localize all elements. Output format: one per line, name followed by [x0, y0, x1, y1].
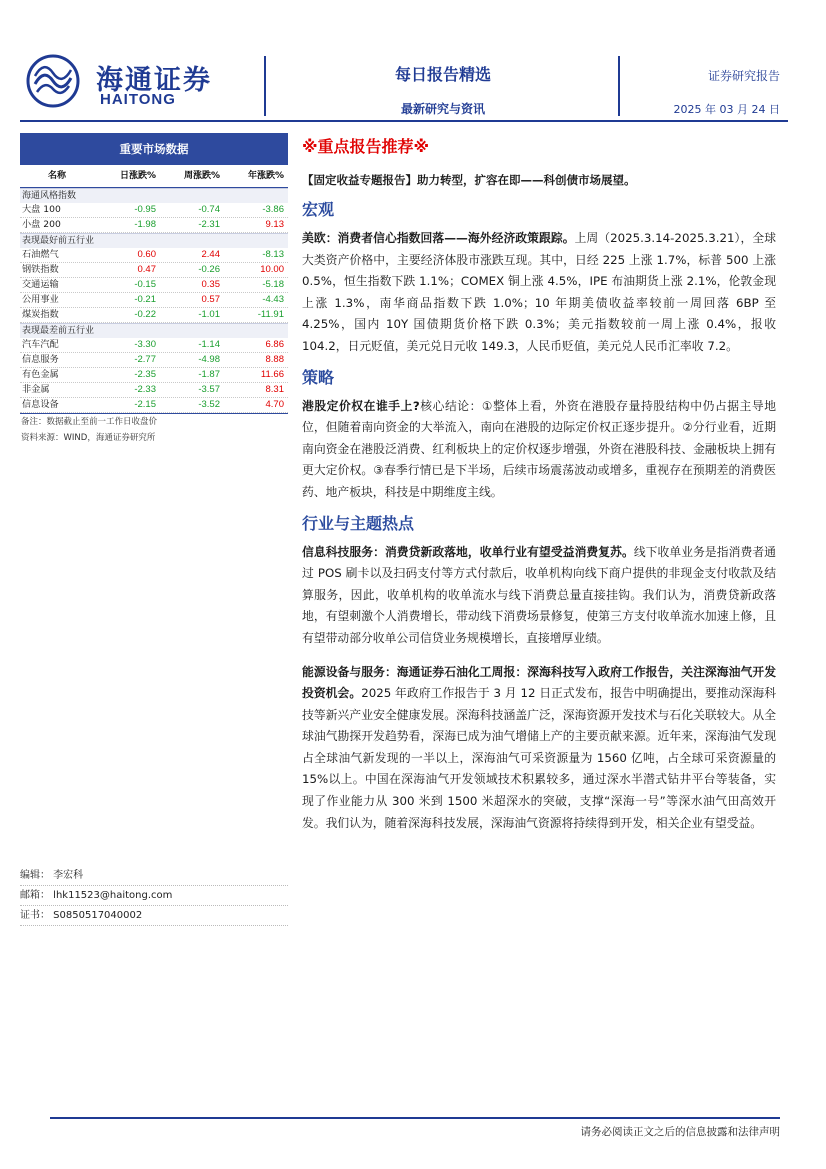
market-row-name: 公用事业: [22, 294, 59, 305]
market-row-year: -4.43: [262, 294, 284, 305]
energy-heading: 能源设备与服务：海通证券石油化工周报：深海科技写入政府工作报告，关注深海油气开发投资机会。: [302, 664, 776, 701]
market-row: [20, 278, 288, 293]
market-row-week: 0.57: [201, 294, 220, 305]
header-divider-left: [264, 56, 266, 116]
market-row-day: -0.15: [134, 279, 156, 290]
strategy-paragraph: [302, 396, 776, 504]
energy-paragraph: [302, 662, 776, 835]
logo-english-name: HAITONG: [100, 91, 176, 108]
it-services-text: 线下收单业务是指消费者通过 POS 刷卡以及扫码支付等方式付款后，收单机构向线下商户提供的非现金支付收款及结算服务，因此，收单机构的收单流水与线下消费总量直接挂钩。我们认为，消费贷新政落地，有望刺激个人消费增长，带动线下消费场景修复，使第三方支付收单流水加速上修，且有望带动部分收单公司信贷业务规模增长，直接增厚业绩。: [302, 544, 776, 645]
market-row-day: -0.95: [134, 204, 156, 215]
market-row: [20, 203, 288, 218]
strategy-text: 核心结论：①整体上看，外资在港股存量持股结构中仍占据主导地位，但随着南向资金的大举流入，南向在港股的边际定价权正逐步提升。②分行业看，近期南向资金在港股泛消费、红利板块上的定价权逐步增强，外资在港股科技、金融板块上拥有更大定价权。③春季行情已是下半场，后续市场震荡波动或增多，重视存在预期差的消费医药、地产板块，科技是中期维度主线。: [302, 398, 776, 499]
header-rule: [20, 120, 788, 122]
report-title: 每日报告精选: [394, 65, 491, 84]
market-row: [20, 368, 288, 383]
market-row-year: -3.86: [262, 204, 284, 215]
market-row-week: -3.57: [198, 384, 220, 395]
market-row-name: 交通运输: [22, 279, 59, 290]
energy-text: 2025 年政府工作报告于 3 月 12 日正式发布，报告中明确提出，要推动深海科技等新兴产业安全健康发展。深海科技涵盖广泛，深海资源开发技术与石化关联较大。从全球油气勘探开发趋势看，深海已成为油气增储上产的主要贡献来源。近年来，深海油气发现占全球油气新发现的一半以上，深海油气可采资源量为 1560 亿吨，占全球可采资源量的 15%以上。中国在深海油气开发领域技术积累较多，通过深水半潜式钻井平台等装备，实现了作业能力从 300 米到 1500 米超深水的突破，支撑“深海一号”等深水油气田高效开发。我们认为，随着深海科技发展，深海油气资源将持续得到开发，相关企业有望受益。: [302, 686, 776, 830]
market-row: [20, 293, 288, 308]
col-name: 名称: [47, 171, 66, 181]
market-row-name: 小盘 200: [22, 219, 61, 230]
haitong-logo-icon: [26, 54, 80, 108]
market-row-year: 8.31: [265, 384, 284, 395]
market-row-day: -0.21: [134, 294, 156, 305]
market-row-year: 11.66: [260, 369, 284, 380]
doc-type-label: 证券研究报告: [707, 69, 780, 83]
market-row-name: 汽车汽配: [22, 339, 59, 350]
col-day: 日涨跌%: [119, 171, 156, 181]
macro-text: 上周（2025.3.14-2025.3.21），全球大类资产价格中，主要经济体股市涨跌互现。其中，日经 225 上涨 1.7%，标普 500 上涨 0.5%，恒生指数下跌 1.1%；COMEX 铜上涨 4.5%，IPE 布油期货上涨 2.1%，伦敦金现上涨 1.3%，南华商品指数下跌 1.0%；10 年期美债收益率较前一周回落 6BP 至 4.25%，国内 10Y 国债期货价格下跌 0.3%；美元指数较前一周上涨 0.4%，报收 104.2，日元贬值，美元兑日元收 149.3，人民币贬值，美元兑人民币汇率收 7.2。: [302, 231, 776, 353]
market-row-week: -0.74: [198, 204, 220, 215]
market-row-week: 2.44: [201, 249, 220, 260]
editor-info: [20, 866, 288, 926]
market-row-name: 石油燃气: [22, 249, 59, 260]
market-row: [20, 353, 288, 368]
market-row-day: 0.60: [137, 249, 156, 260]
market-row: [20, 263, 288, 278]
market-row-day: -2.77: [134, 354, 156, 365]
market-row-name: 非金属: [22, 384, 50, 395]
market-row-name: 钢铁指数: [22, 264, 59, 275]
macro-paragraph: [302, 228, 776, 358]
market-row-week: -2.31: [198, 219, 220, 230]
col-week: 周涨跌%: [183, 171, 220, 181]
market-row-year: 4.70: [265, 399, 284, 410]
market-group-label: 表现最差前五行业: [20, 323, 288, 338]
section-macro-title: 宏观: [302, 200, 335, 219]
lead-report: 【固定收益专题报告】助力转型，扩容在即——科创债市场展望。: [302, 173, 636, 187]
market-row-day: -3.30: [134, 339, 156, 350]
market-row-name: 大盘 100: [22, 204, 61, 215]
col-year: 年涨跌%: [247, 171, 284, 181]
section-industry-title: 行业与主题热点: [302, 513, 415, 533]
strategy-heading: 港股定价权在谁手上?: [302, 398, 420, 413]
market-row-year: -11.91: [257, 309, 284, 320]
market-row-year: -5.18: [262, 279, 284, 290]
market-row-name: 有色金属: [22, 369, 59, 380]
market-row-name: 信息设备: [22, 399, 59, 410]
market-data-table: [20, 133, 288, 446]
market-group-label: 表现最好前五行业: [20, 233, 288, 248]
market-group-label: 海通风格指数: [20, 188, 288, 203]
report-subtitle: 最新研究与资讯: [400, 102, 485, 116]
main-content: [302, 132, 776, 834]
market-table-body: [20, 188, 288, 413]
table-note: 备注：数据截止至前一工作日收盘价: [21, 417, 158, 427]
footer-disclaimer: 请务必阅读正文之后的信息披露和法律声明: [580, 1126, 780, 1138]
header-divider-right: [618, 56, 620, 116]
market-row-day: -1.98: [134, 219, 156, 230]
market-row-week: -0.26: [198, 264, 220, 275]
market-row-week: -1.01: [198, 309, 220, 320]
market-row-name: 煤炭指数: [22, 309, 59, 320]
report-date: 2025 年 03 月 24 日: [673, 103, 780, 116]
company-logo: [26, 54, 256, 110]
market-row-day: -0.22: [134, 309, 156, 320]
footer-rule: [50, 1117, 780, 1119]
market-row: [20, 398, 288, 413]
market-row-year: 9.13: [265, 219, 284, 230]
editor-name: 编辑： 李宏科: [20, 866, 288, 886]
market-row: [20, 383, 288, 398]
it-services-paragraph: [302, 542, 776, 650]
market-row: [20, 218, 288, 233]
market-row-name: 信息服务: [22, 354, 59, 365]
market-row-year: 8.88: [265, 354, 284, 365]
market-row: [20, 338, 288, 353]
market-row: [20, 248, 288, 263]
section-strategy-title: 策略: [302, 367, 335, 387]
market-row-week: -1.14: [198, 339, 220, 350]
macro-heading: 美欧：消费者信心指数回落——海外经济政策跟踪。: [302, 231, 575, 245]
market-row-day: -2.15: [134, 399, 156, 410]
editor-email: 邮箱： lhk11523@haitong.com: [20, 886, 288, 906]
market-row-week: -4.98: [198, 354, 220, 365]
market-table-header: [20, 165, 288, 188]
market-row-day: 0.47: [137, 264, 156, 275]
editor-cert: 证书： S0850517040002: [20, 906, 288, 926]
recommendation-title: ※重点报告推荐※: [302, 137, 430, 156]
market-row-year: -8.13: [262, 249, 284, 260]
market-row-day: -2.33: [134, 384, 156, 395]
market-row-day: -2.35: [134, 369, 156, 380]
market-row-week: -1.87: [198, 369, 220, 380]
market-row-week: 0.35: [201, 279, 220, 290]
table-source: 资料来源：WIND，海通证券研究所: [21, 433, 156, 443]
market-row-week: -3.52: [198, 399, 220, 410]
logo-chinese-name: 海通证券: [96, 65, 212, 96]
market-row-year: 6.86: [265, 339, 284, 350]
market-row: [20, 308, 288, 323]
it-services-heading: 信息科技服务：消费贷新政落地，收单行业有望受益消费复苏。: [302, 544, 634, 559]
market-table-title: 重要市场数据: [20, 133, 288, 165]
market-row-year: 10.00: [260, 264, 284, 275]
